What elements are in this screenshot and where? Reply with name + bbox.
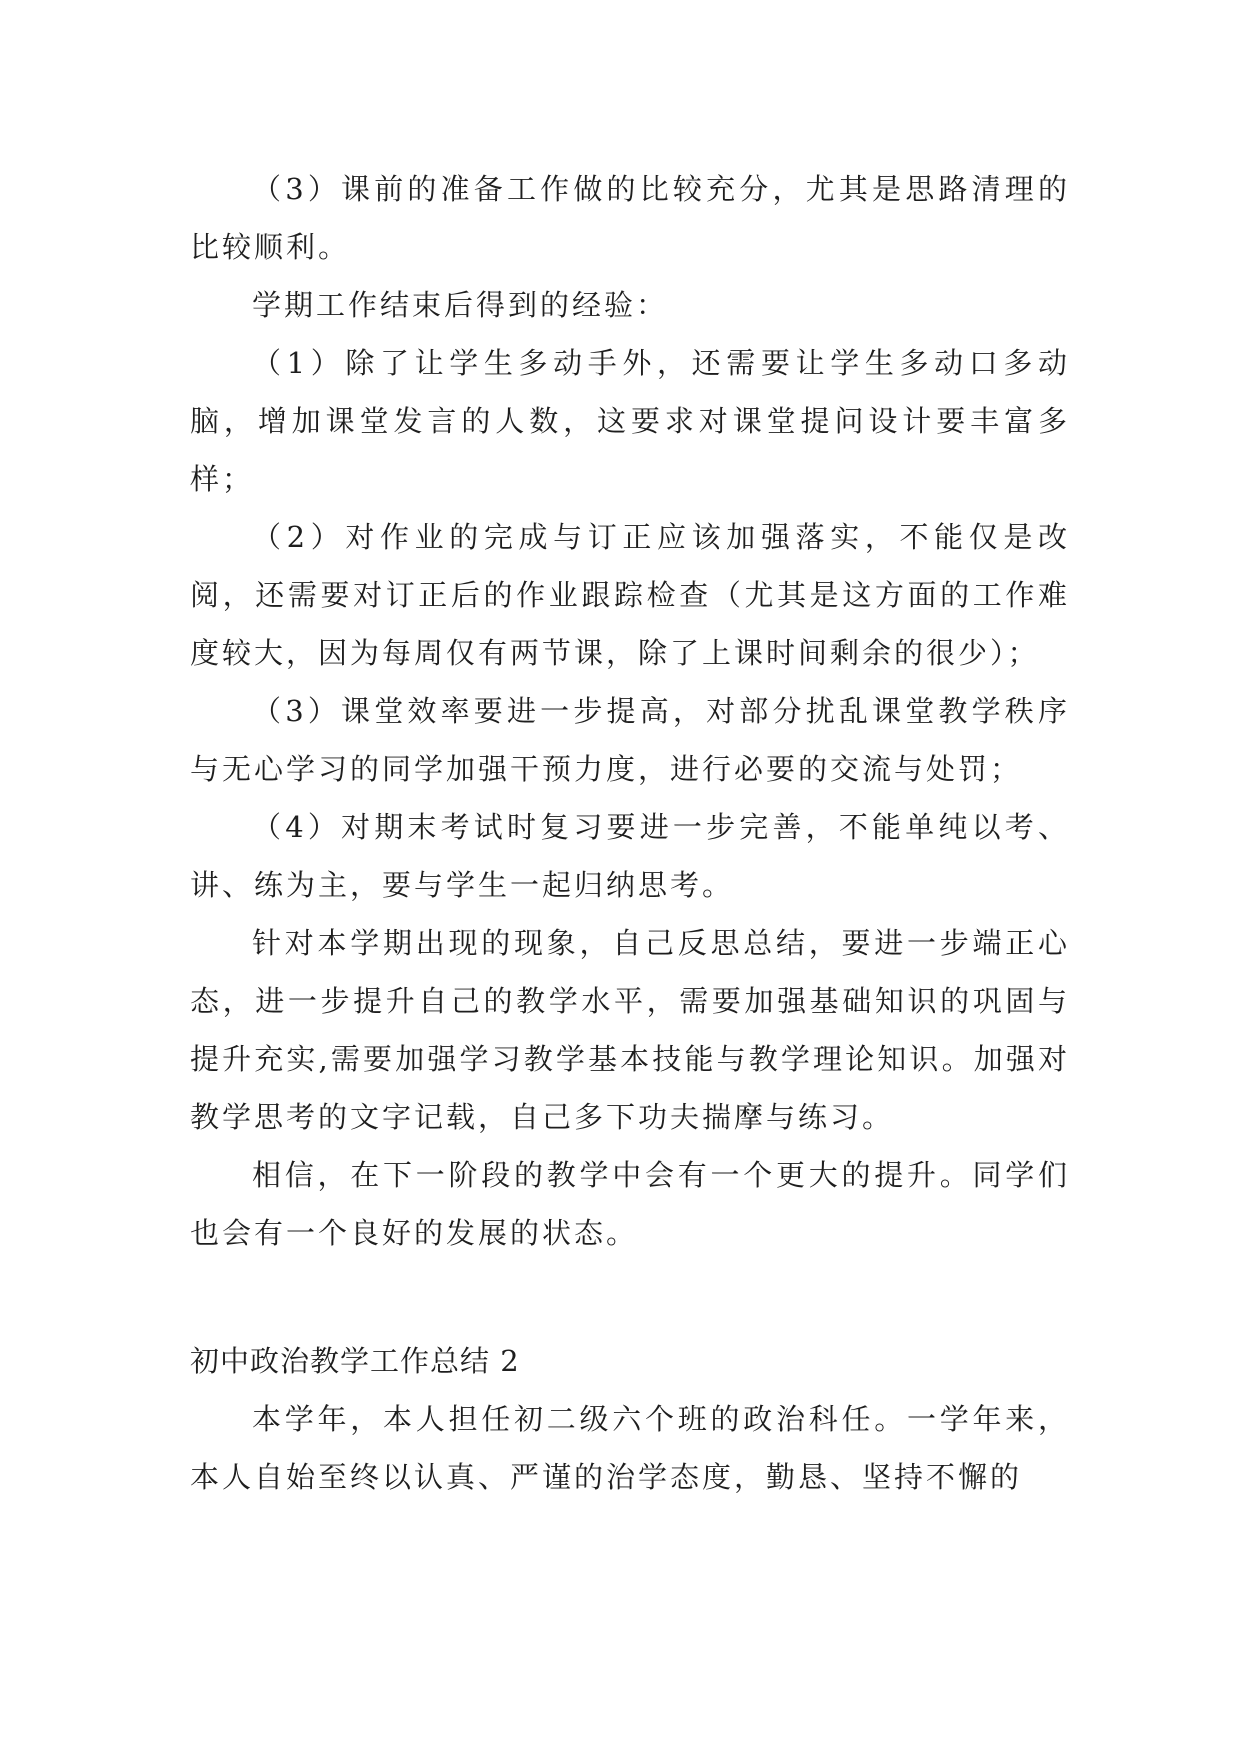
paragraph-experience-1: （1）除了让学生多动手外，还需要让学生多动口多动脑，增加课堂发言的人数，这要求对课堂提问设计要丰富多样； (190, 346, 1070, 496)
paragraph-experience-3: （3）课堂效率要进一步提高，对部分扰乱课堂教学秩序与无心学习的同学加强干预力度，进行必要的交流与处罚； (190, 694, 1070, 786)
paragraph-experience-2: （2）对作业的完成与订正应该加强落实，不能仅是改阅，还需要对订正后的作业跟踪检查（尤其是这方面的工作难度较大，因为每周仅有两节课，除了上课时间剩余的很少）； (190, 520, 1070, 670)
paragraph-reflection: 针对本学期出现的现象，自己反思总结，要进一步端正心态，进一步提升自己的教学水平，需要加强基础知识的巩固与提升充实,需要加强学习教学基本技能与教学理论知识。加强对教学思考的文字记载，自己多下功夫揣摩与练习。 (190, 926, 1070, 1134)
document-body (190, 160, 1070, 1506)
paragraph-experience-4: （4）对期末考试时复习要进一步完善，不能单纯以考、讲、练为主，要与学生一起归纳思考。 (190, 810, 1070, 902)
paragraph-prep-work: （3）课前的准备工作做的比较充分，尤其是思路清理的比较顺利。 (190, 172, 1070, 264)
paragraph-experience-intro: 学期工作结束后得到的经验： (252, 288, 669, 322)
paragraph-section2-intro: 本学年，本人担任初二级六个班的政治科任。一学年来，本人自始至终以认真、严谨的治学态度，勤恳、坚持不懈的 (190, 1402, 1070, 1494)
section-heading: 初中政治教学工作总结 2 (190, 1344, 520, 1378)
paragraph-outlook: 相信，在下一阶段的教学中会有一个更大的提升。同学们也会有一个良好的发展的状态。 (190, 1158, 1070, 1250)
